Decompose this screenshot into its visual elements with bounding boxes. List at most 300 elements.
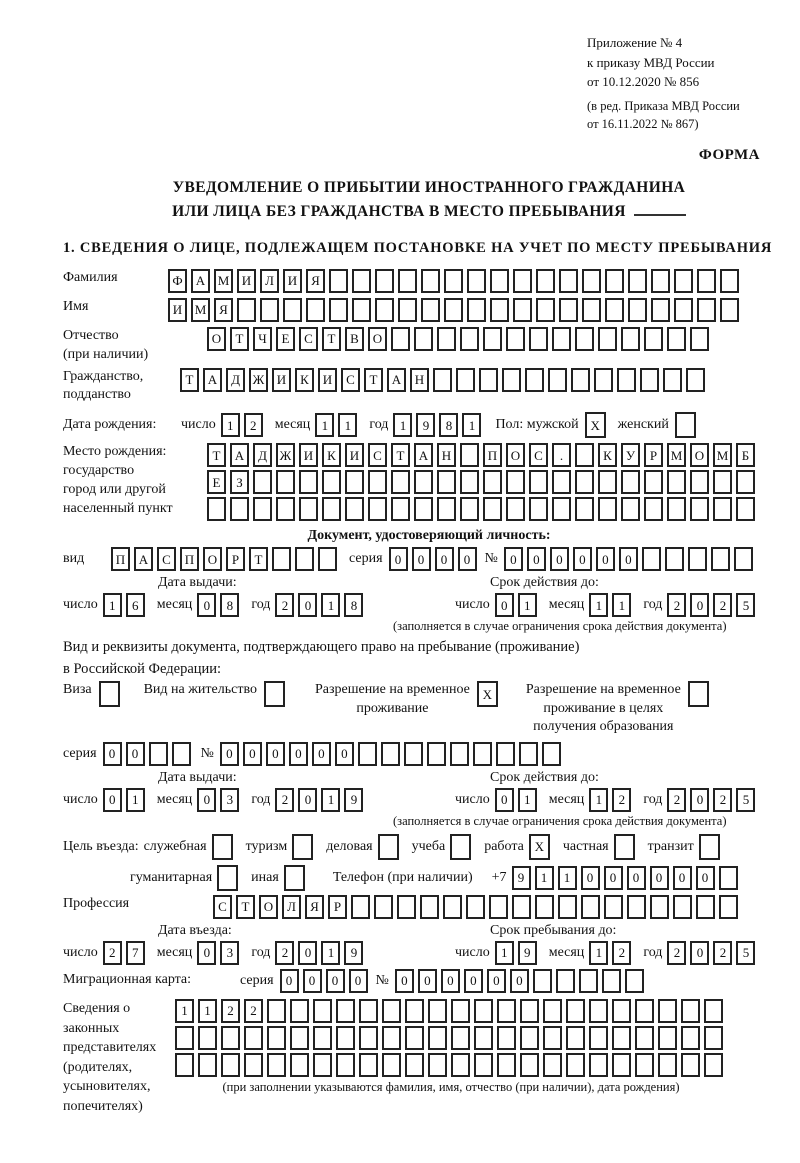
char-box[interactable] bbox=[358, 742, 377, 766]
char-box[interactable] bbox=[699, 834, 720, 860]
char-box[interactable]: 8 bbox=[439, 413, 458, 437]
char-box[interactable] bbox=[345, 470, 364, 494]
char-box[interactable] bbox=[598, 470, 617, 494]
char-box[interactable] bbox=[642, 547, 661, 571]
char-box[interactable] bbox=[272, 547, 291, 571]
char-box[interactable]: 0 bbox=[298, 941, 317, 965]
char-box[interactable] bbox=[506, 497, 525, 521]
char-box[interactable] bbox=[566, 999, 585, 1023]
char-box[interactable]: 8 bbox=[220, 593, 239, 617]
char-box[interactable]: С bbox=[213, 895, 232, 919]
char-box[interactable]: 1 bbox=[338, 413, 357, 437]
char-box[interactable] bbox=[621, 497, 640, 521]
char-box[interactable]: С bbox=[341, 368, 360, 392]
char-box[interactable] bbox=[359, 1053, 378, 1077]
char-box[interactable]: 2 bbox=[244, 413, 263, 437]
char-box[interactable] bbox=[473, 742, 492, 766]
char-box[interactable] bbox=[359, 1026, 378, 1050]
char-box[interactable] bbox=[299, 470, 318, 494]
char-box[interactable]: Т bbox=[207, 443, 226, 467]
char-box[interactable] bbox=[444, 298, 463, 322]
char-box[interactable]: 1 bbox=[612, 593, 631, 617]
char-box[interactable] bbox=[276, 497, 295, 521]
char-box[interactable]: X bbox=[477, 681, 498, 707]
char-box[interactable]: М bbox=[191, 298, 210, 322]
char-box[interactable]: 0 bbox=[197, 788, 216, 812]
char-box[interactable]: 2 bbox=[275, 788, 294, 812]
char-box[interactable] bbox=[375, 298, 394, 322]
char-box[interactable] bbox=[322, 470, 341, 494]
char-box[interactable] bbox=[351, 895, 370, 919]
char-box[interactable] bbox=[513, 298, 532, 322]
char-box[interactable] bbox=[681, 1026, 700, 1050]
char-box[interactable] bbox=[414, 497, 433, 521]
char-box[interactable] bbox=[681, 999, 700, 1023]
char-box[interactable]: Л bbox=[282, 895, 301, 919]
char-box[interactable] bbox=[543, 1053, 562, 1077]
char-box[interactable] bbox=[644, 327, 663, 351]
char-box[interactable]: 0 bbox=[395, 969, 414, 993]
char-box[interactable] bbox=[313, 1026, 332, 1050]
char-box[interactable] bbox=[483, 470, 502, 494]
char-box[interactable]: И bbox=[299, 443, 318, 467]
char-box[interactable]: 1 bbox=[558, 866, 577, 890]
char-box[interactable]: 1 bbox=[535, 866, 554, 890]
char-box[interactable] bbox=[575, 470, 594, 494]
char-box[interactable] bbox=[734, 547, 753, 571]
char-box[interactable]: С bbox=[157, 547, 176, 571]
char-box[interactable] bbox=[474, 1053, 493, 1077]
char-box[interactable] bbox=[489, 895, 508, 919]
char-box[interactable] bbox=[635, 1053, 654, 1077]
char-box[interactable]: 0 bbox=[673, 866, 692, 890]
char-box[interactable] bbox=[397, 895, 416, 919]
char-box[interactable]: 1 bbox=[198, 999, 217, 1023]
char-box[interactable] bbox=[612, 1026, 631, 1050]
char-box[interactable] bbox=[443, 895, 462, 919]
char-box[interactable]: 0 bbox=[126, 742, 145, 766]
char-box[interactable] bbox=[497, 1053, 516, 1077]
char-box[interactable] bbox=[589, 1026, 608, 1050]
char-box[interactable] bbox=[658, 1053, 677, 1077]
char-box[interactable]: И bbox=[345, 443, 364, 467]
char-box[interactable] bbox=[292, 834, 313, 860]
char-box[interactable] bbox=[306, 298, 325, 322]
char-box[interactable] bbox=[483, 497, 502, 521]
char-box[interactable] bbox=[212, 834, 233, 860]
char-box[interactable]: Т bbox=[322, 327, 341, 351]
char-box[interactable] bbox=[566, 1053, 585, 1077]
char-box[interactable] bbox=[497, 1026, 516, 1050]
char-box[interactable] bbox=[368, 470, 387, 494]
char-box[interactable] bbox=[696, 895, 715, 919]
char-box[interactable] bbox=[175, 1026, 194, 1050]
char-box[interactable] bbox=[605, 298, 624, 322]
char-box[interactable] bbox=[382, 999, 401, 1023]
char-box[interactable] bbox=[520, 1026, 539, 1050]
char-box[interactable]: 1 bbox=[126, 788, 145, 812]
char-box[interactable] bbox=[221, 1026, 240, 1050]
char-box[interactable] bbox=[405, 999, 424, 1023]
char-box[interactable]: 2 bbox=[713, 593, 732, 617]
char-box[interactable] bbox=[283, 298, 302, 322]
char-box[interactable] bbox=[295, 547, 314, 571]
char-box[interactable] bbox=[405, 1026, 424, 1050]
char-box[interactable]: 0 bbox=[690, 941, 709, 965]
char-box[interactable]: М bbox=[667, 443, 686, 467]
char-box[interactable] bbox=[697, 269, 716, 293]
char-box[interactable] bbox=[658, 1026, 677, 1050]
char-box[interactable]: 3 bbox=[220, 788, 239, 812]
char-box[interactable] bbox=[690, 497, 709, 521]
char-box[interactable]: Е bbox=[207, 470, 226, 494]
char-box[interactable]: 1 bbox=[462, 413, 481, 437]
char-box[interactable] bbox=[198, 1053, 217, 1077]
char-box[interactable]: Р bbox=[644, 443, 663, 467]
char-box[interactable] bbox=[375, 269, 394, 293]
char-box[interactable]: Ф bbox=[168, 269, 187, 293]
char-box[interactable]: 2 bbox=[667, 788, 686, 812]
char-box[interactable] bbox=[322, 497, 341, 521]
char-box[interactable]: 0 bbox=[458, 547, 477, 571]
char-box[interactable]: 0 bbox=[581, 866, 600, 890]
char-box[interactable] bbox=[614, 834, 635, 860]
char-box[interactable]: Н bbox=[437, 443, 456, 467]
char-box[interactable] bbox=[318, 547, 337, 571]
char-box[interactable]: 1 bbox=[393, 413, 412, 437]
char-box[interactable]: 0 bbox=[596, 547, 615, 571]
char-box[interactable]: 1 bbox=[321, 593, 340, 617]
char-box[interactable]: Я bbox=[305, 895, 324, 919]
char-box[interactable] bbox=[719, 895, 738, 919]
char-box[interactable] bbox=[594, 368, 613, 392]
char-box[interactable] bbox=[221, 1053, 240, 1077]
char-box[interactable] bbox=[604, 895, 623, 919]
char-box[interactable] bbox=[345, 497, 364, 521]
char-box[interactable] bbox=[736, 470, 755, 494]
char-box[interactable]: 0 bbox=[510, 969, 529, 993]
char-box[interactable]: О bbox=[203, 547, 222, 571]
char-box[interactable] bbox=[704, 999, 723, 1023]
char-box[interactable] bbox=[535, 895, 554, 919]
char-box[interactable] bbox=[665, 547, 684, 571]
char-box[interactable]: 0 bbox=[326, 969, 345, 993]
char-box[interactable] bbox=[467, 298, 486, 322]
char-box[interactable] bbox=[542, 742, 561, 766]
char-box[interactable]: 0 bbox=[103, 742, 122, 766]
char-box[interactable]: Н bbox=[410, 368, 429, 392]
char-box[interactable] bbox=[612, 999, 631, 1023]
char-box[interactable] bbox=[512, 895, 531, 919]
char-box[interactable]: X bbox=[529, 834, 550, 860]
char-box[interactable]: 2 bbox=[713, 941, 732, 965]
char-box[interactable] bbox=[253, 497, 272, 521]
char-box[interactable] bbox=[451, 999, 470, 1023]
char-box[interactable] bbox=[368, 497, 387, 521]
char-box[interactable]: 2 bbox=[275, 941, 294, 965]
char-box[interactable] bbox=[460, 470, 479, 494]
char-box[interactable]: 0 bbox=[619, 547, 638, 571]
char-box[interactable] bbox=[405, 1053, 424, 1077]
char-box[interactable]: 0 bbox=[389, 547, 408, 571]
char-box[interactable] bbox=[290, 999, 309, 1023]
char-box[interactable] bbox=[688, 681, 709, 707]
char-box[interactable] bbox=[674, 269, 693, 293]
char-box[interactable] bbox=[421, 298, 440, 322]
char-box[interactable] bbox=[391, 327, 410, 351]
char-box[interactable] bbox=[575, 497, 594, 521]
char-box[interactable] bbox=[450, 834, 471, 860]
char-box[interactable] bbox=[276, 470, 295, 494]
char-box[interactable] bbox=[525, 368, 544, 392]
char-box[interactable]: Д bbox=[226, 368, 245, 392]
char-box[interactable] bbox=[589, 999, 608, 1023]
char-box[interactable]: 0 bbox=[441, 969, 460, 993]
char-box[interactable]: 0 bbox=[487, 969, 506, 993]
char-box[interactable]: 1 bbox=[315, 413, 334, 437]
char-box[interactable] bbox=[230, 497, 249, 521]
char-box[interactable] bbox=[635, 1026, 654, 1050]
char-box[interactable] bbox=[675, 412, 696, 438]
char-box[interactable] bbox=[474, 1026, 493, 1050]
char-box[interactable] bbox=[427, 742, 446, 766]
char-box[interactable]: У bbox=[621, 443, 640, 467]
char-box[interactable]: 5 bbox=[736, 788, 755, 812]
char-box[interactable]: 2 bbox=[667, 593, 686, 617]
char-box[interactable]: Ж bbox=[249, 368, 268, 392]
char-box[interactable] bbox=[460, 327, 479, 351]
char-box[interactable]: Т bbox=[364, 368, 383, 392]
char-box[interactable] bbox=[382, 1026, 401, 1050]
char-box[interactable] bbox=[697, 298, 716, 322]
char-box[interactable] bbox=[244, 1053, 263, 1077]
char-box[interactable] bbox=[575, 327, 594, 351]
char-box[interactable]: 1 bbox=[321, 788, 340, 812]
char-box[interactable]: 3 bbox=[220, 941, 239, 965]
char-box[interactable] bbox=[378, 834, 399, 860]
char-box[interactable] bbox=[490, 298, 509, 322]
char-box[interactable]: Ж bbox=[276, 443, 295, 467]
char-box[interactable]: 2 bbox=[667, 941, 686, 965]
char-box[interactable]: 1 bbox=[589, 941, 608, 965]
char-box[interactable] bbox=[329, 269, 348, 293]
char-box[interactable] bbox=[414, 470, 433, 494]
char-box[interactable]: 2 bbox=[221, 999, 240, 1023]
char-box[interactable]: 0 bbox=[220, 742, 239, 766]
char-box[interactable]: 2 bbox=[713, 788, 732, 812]
char-box[interactable]: И bbox=[237, 269, 256, 293]
char-box[interactable] bbox=[536, 298, 555, 322]
char-box[interactable]: 0 bbox=[604, 866, 623, 890]
char-box[interactable] bbox=[352, 298, 371, 322]
char-box[interactable]: 1 bbox=[175, 999, 194, 1023]
char-box[interactable] bbox=[381, 742, 400, 766]
char-box[interactable] bbox=[267, 1026, 286, 1050]
char-box[interactable] bbox=[552, 497, 571, 521]
char-box[interactable]: 2 bbox=[244, 999, 263, 1023]
char-box[interactable]: Т bbox=[249, 547, 268, 571]
char-box[interactable] bbox=[391, 470, 410, 494]
char-box[interactable] bbox=[437, 327, 456, 351]
char-box[interactable] bbox=[437, 497, 456, 521]
char-box[interactable] bbox=[382, 1053, 401, 1077]
char-box[interactable]: О bbox=[506, 443, 525, 467]
char-box[interactable] bbox=[444, 269, 463, 293]
char-box[interactable]: . bbox=[552, 443, 571, 467]
char-box[interactable]: 0 bbox=[550, 547, 569, 571]
char-box[interactable] bbox=[598, 497, 617, 521]
char-box[interactable] bbox=[644, 470, 663, 494]
char-box[interactable]: П bbox=[483, 443, 502, 467]
char-box[interactable]: О bbox=[207, 327, 226, 351]
char-box[interactable] bbox=[719, 866, 738, 890]
char-box[interactable]: 0 bbox=[690, 788, 709, 812]
char-box[interactable] bbox=[404, 742, 423, 766]
char-box[interactable] bbox=[589, 1053, 608, 1077]
char-box[interactable] bbox=[391, 497, 410, 521]
char-box[interactable] bbox=[313, 999, 332, 1023]
char-box[interactable] bbox=[713, 497, 732, 521]
char-box[interactable]: 0 bbox=[289, 742, 308, 766]
char-box[interactable] bbox=[451, 1026, 470, 1050]
char-box[interactable]: 1 bbox=[103, 593, 122, 617]
char-box[interactable] bbox=[414, 327, 433, 351]
char-box[interactable] bbox=[513, 269, 532, 293]
char-box[interactable] bbox=[260, 298, 279, 322]
char-box[interactable] bbox=[621, 327, 640, 351]
char-box[interactable] bbox=[529, 327, 548, 351]
char-box[interactable]: 2 bbox=[612, 941, 631, 965]
char-box[interactable]: 0 bbox=[312, 742, 331, 766]
char-box[interactable]: М bbox=[713, 443, 732, 467]
char-box[interactable]: А bbox=[134, 547, 153, 571]
char-box[interactable]: М bbox=[214, 269, 233, 293]
char-box[interactable] bbox=[556, 969, 575, 993]
char-box[interactable]: 7 bbox=[126, 941, 145, 965]
char-box[interactable]: А bbox=[230, 443, 249, 467]
char-box[interactable] bbox=[359, 999, 378, 1023]
char-box[interactable] bbox=[520, 1053, 539, 1077]
char-box[interactable] bbox=[651, 298, 670, 322]
char-box[interactable] bbox=[582, 269, 601, 293]
char-box[interactable]: 0 bbox=[197, 941, 216, 965]
char-box[interactable]: Е bbox=[276, 327, 295, 351]
char-box[interactable]: Т bbox=[230, 327, 249, 351]
char-box[interactable]: И bbox=[168, 298, 187, 322]
char-box[interactable] bbox=[207, 497, 226, 521]
char-box[interactable]: 2 bbox=[275, 593, 294, 617]
char-box[interactable] bbox=[566, 1026, 585, 1050]
char-box[interactable] bbox=[548, 368, 567, 392]
char-box[interactable]: 0 bbox=[627, 866, 646, 890]
char-box[interactable] bbox=[398, 269, 417, 293]
char-box[interactable] bbox=[451, 1053, 470, 1077]
char-box[interactable] bbox=[559, 269, 578, 293]
char-box[interactable] bbox=[352, 269, 371, 293]
char-box[interactable]: П bbox=[180, 547, 199, 571]
char-box[interactable] bbox=[720, 269, 739, 293]
char-box[interactable] bbox=[704, 1053, 723, 1077]
char-box[interactable]: В bbox=[345, 327, 364, 351]
char-box[interactable]: Ч bbox=[253, 327, 272, 351]
char-box[interactable]: 9 bbox=[344, 788, 363, 812]
char-box[interactable] bbox=[456, 368, 475, 392]
char-box[interactable] bbox=[688, 547, 707, 571]
char-box[interactable] bbox=[244, 1026, 263, 1050]
char-box[interactable] bbox=[667, 497, 686, 521]
char-box[interactable] bbox=[713, 470, 732, 494]
char-box[interactable] bbox=[460, 443, 479, 467]
char-box[interactable]: Р bbox=[226, 547, 245, 571]
char-box[interactable]: С bbox=[368, 443, 387, 467]
char-box[interactable] bbox=[628, 298, 647, 322]
char-box[interactable] bbox=[612, 1053, 631, 1077]
char-box[interactable]: 1 bbox=[518, 788, 537, 812]
char-box[interactable]: Т bbox=[391, 443, 410, 467]
char-box[interactable]: 8 bbox=[344, 593, 363, 617]
char-box[interactable] bbox=[450, 742, 469, 766]
char-box[interactable] bbox=[336, 999, 355, 1023]
char-box[interactable]: 9 bbox=[416, 413, 435, 437]
char-box[interactable] bbox=[149, 742, 168, 766]
char-box[interactable] bbox=[460, 497, 479, 521]
char-box[interactable] bbox=[496, 742, 515, 766]
char-box[interactable]: 9 bbox=[518, 941, 537, 965]
char-box[interactable] bbox=[650, 895, 669, 919]
char-box[interactable] bbox=[559, 298, 578, 322]
char-box[interactable] bbox=[329, 298, 348, 322]
char-box[interactable]: Т bbox=[236, 895, 255, 919]
char-box[interactable]: 1 bbox=[589, 788, 608, 812]
char-box[interactable] bbox=[313, 1053, 332, 1077]
char-box[interactable]: 0 bbox=[349, 969, 368, 993]
char-box[interactable] bbox=[217, 865, 238, 891]
char-box[interactable] bbox=[571, 368, 590, 392]
char-box[interactable] bbox=[267, 1053, 286, 1077]
char-box[interactable] bbox=[625, 969, 644, 993]
char-box[interactable] bbox=[502, 368, 521, 392]
char-box[interactable] bbox=[621, 470, 640, 494]
char-box[interactable] bbox=[529, 470, 548, 494]
char-box[interactable] bbox=[336, 1026, 355, 1050]
char-box[interactable] bbox=[543, 1026, 562, 1050]
char-box[interactable] bbox=[175, 1053, 194, 1077]
char-box[interactable]: 0 bbox=[197, 593, 216, 617]
char-box[interactable]: 0 bbox=[243, 742, 262, 766]
char-box[interactable] bbox=[686, 368, 705, 392]
char-box[interactable] bbox=[627, 895, 646, 919]
char-box[interactable]: А bbox=[414, 443, 433, 467]
char-box[interactable] bbox=[290, 1053, 309, 1077]
char-box[interactable] bbox=[497, 999, 516, 1023]
char-box[interactable] bbox=[433, 368, 452, 392]
char-box[interactable] bbox=[543, 999, 562, 1023]
char-box[interactable]: Б bbox=[736, 443, 755, 467]
char-box[interactable] bbox=[264, 681, 285, 707]
char-box[interactable] bbox=[428, 1053, 447, 1077]
char-box[interactable]: С bbox=[529, 443, 548, 467]
char-box[interactable] bbox=[336, 1053, 355, 1077]
char-box[interactable] bbox=[582, 298, 601, 322]
char-box[interactable]: 0 bbox=[298, 788, 317, 812]
char-box[interactable]: 1 bbox=[589, 593, 608, 617]
char-box[interactable] bbox=[506, 327, 525, 351]
char-box[interactable]: Я bbox=[306, 269, 325, 293]
char-box[interactable] bbox=[437, 470, 456, 494]
char-box[interactable] bbox=[374, 895, 393, 919]
char-box[interactable] bbox=[536, 269, 555, 293]
char-box[interactable]: 0 bbox=[573, 547, 592, 571]
